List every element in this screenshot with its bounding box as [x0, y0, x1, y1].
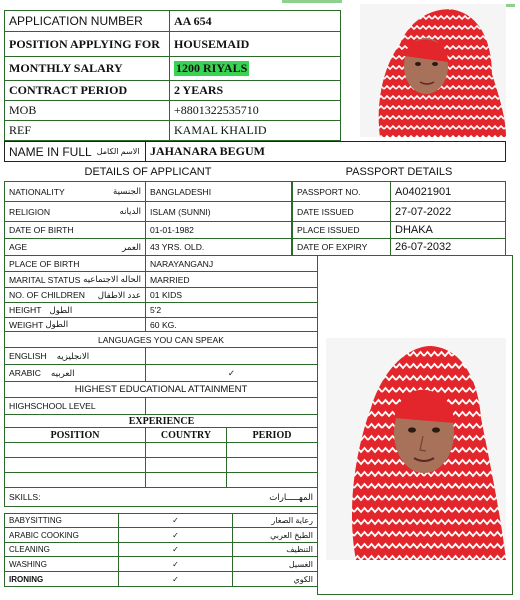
portrait-image-large [326, 338, 506, 560]
label-religion-en: RELIGION [9, 206, 51, 217]
label-age-en: AGE [9, 242, 28, 252]
label-name-in-full: NAME IN FULL [9, 144, 92, 159]
label-weight-ar: الطول [45, 319, 69, 329]
label-no-of-children [4, 287, 146, 303]
label-passport-no: PASSPORT NO. [292, 181, 391, 202]
label-nationality [4, 181, 146, 202]
label-nationality-en: NATIONALITY [9, 186, 65, 197]
label-date-issued: DATE ISSUED [292, 201, 391, 222]
label-ref: REF [4, 120, 170, 141]
label-arabic-ar: العربيه [51, 367, 75, 378]
label-monthly-salary: MONTHLY SALARY [4, 56, 170, 81]
value-application-number: AA 654 [169, 10, 341, 32]
label-english-ar: الانجليزيه [56, 350, 90, 361]
value-place-of-birth: NARAYANGANJ [145, 255, 318, 272]
label-height [4, 302, 146, 318]
label-english-en: ENGLISH [9, 351, 47, 361]
label-age [4, 238, 146, 256]
value-position-applying: HOUSEMAID [169, 31, 341, 57]
label-name-in-full-ar: الاسم الكامل [96, 147, 140, 156]
label-place-issued: PLACE ISSUED [292, 221, 391, 239]
label-date-of-birth-en: DATE OF BIRTH [9, 225, 74, 235]
value-mob: +8801322535710 [169, 100, 341, 121]
label-arabic [4, 364, 146, 382]
value-no-of-children: 01 KIDS [145, 287, 318, 303]
value-date-of-birth: 01-01-1982 [145, 221, 292, 239]
skill-washing-label: WASHING [4, 556, 119, 572]
label-contract-period: CONTRACT PERIOD [4, 80, 170, 101]
skill-arabic-cooking-label: ARABIC COOKING [4, 527, 119, 543]
value-passport-no: A04021901 [390, 181, 506, 202]
value-date-of-expiry: 26-07-2032 [390, 238, 506, 256]
experience-row-1-position [4, 442, 146, 458]
label-religion [4, 201, 146, 222]
label-place-of-birth-en: PLACE OF BIRTH [9, 258, 80, 269]
skill-babysitting-label: BABYSITTING [4, 513, 119, 528]
value-age: 43 YRS. OLD. [145, 238, 292, 256]
passport-section-title: PASSPORT DETAILS [345, 166, 453, 178]
skill-cleaning-mark: ✓ [118, 542, 233, 557]
experience-row-2-country [145, 457, 227, 473]
label-date-of-birth [4, 221, 146, 239]
applicant-photo-full [326, 338, 506, 560]
label-height-ar: الطول [49, 304, 73, 315]
label-age-ar: العمر [122, 241, 141, 252]
value-education: HIGHSCHOOL LEVEL [4, 397, 146, 415]
experience-row-2-position [4, 457, 146, 473]
languages-title: LANGUAGES YOU CAN SPEAK [4, 331, 318, 348]
skills-header [4, 487, 318, 507]
skill-washing-mark: ✓ [118, 556, 233, 572]
skill-babysitting-mark: ✓ [118, 513, 233, 528]
experience-row-3-country [145, 472, 227, 488]
mark-english [145, 347, 318, 365]
skill-babysitting-ar: رعاية الصغار [232, 513, 318, 528]
value-monthly-salary: 1200 RIYALS [176, 61, 248, 75]
value-marital-status: MARRIED [145, 271, 318, 288]
experience-row-1-period [226, 442, 318, 458]
label-marital-status-ar: الحاله الاجتماعيه [83, 274, 141, 284]
experience-row-3-period [226, 472, 318, 488]
decorative-stroke [282, 0, 342, 3]
label-date-of-expiry: DATE OF EXPIRY [292, 238, 391, 256]
value-nationality: BANGLADESHI [145, 181, 292, 202]
skill-arabic-cooking-ar: الطبخ العربي [232, 527, 318, 543]
label-mob: MOB [4, 100, 170, 121]
experience-title: EXPERIENCE [4, 414, 318, 428]
mark-arabic: ✓ [145, 364, 318, 382]
label-no-of-children-ar: عدد الاطفال [97, 289, 141, 300]
value-name-in-full: JAHANARA BEGUM [145, 141, 506, 162]
experience-row-3-position [4, 472, 146, 488]
skill-arabic-cooking-mark: ✓ [118, 527, 233, 543]
skill-ironing-mark: ✓ [118, 571, 233, 587]
value-education-blank [145, 397, 318, 415]
details-section-title: DETAILS OF APPLICANT [84, 166, 212, 178]
value-weight: 60 KG. [145, 317, 318, 332]
label-english [4, 347, 146, 365]
experience-header-country: COUNTRY [145, 427, 227, 443]
label-position-applying: POSITION APPLYING FOR [4, 31, 170, 57]
label-nationality-ar: الجنسية [112, 186, 141, 196]
skill-cleaning-ar: التنظيف [232, 542, 318, 557]
skill-ironing-ar: الكوي [232, 571, 318, 587]
label-height-en: HEIGHT [9, 305, 42, 315]
label-place-of-birth [4, 255, 146, 272]
label-marital-status [4, 271, 146, 288]
skill-washing-ar: الغسيل [232, 556, 318, 572]
label-marital-status-en: MARITAL STATUS [9, 274, 81, 285]
label-application-number: APPLICATION NUMBER [4, 10, 170, 32]
label-religion-ar: الديانه [119, 206, 141, 216]
skills-label: SKILLS: [9, 492, 41, 502]
value-religion: ISLAM (SUNNI) [145, 201, 292, 222]
label-arabic-en: ARABIC [9, 368, 41, 378]
skills-label-ar: المهـــــارات [269, 491, 313, 502]
experience-row-2-period [226, 457, 318, 473]
skill-cleaning-label: CLEANING [4, 542, 119, 557]
experience-header-period: PERIOD [226, 427, 318, 443]
label-name-in-full-cell [4, 141, 146, 162]
skill-ironing-label: IRONING [4, 571, 119, 587]
label-no-of-children-en: NO. OF CHILDREN [9, 290, 85, 300]
experience-row-1-country [145, 442, 227, 458]
value-monthly-salary-cell [169, 56, 341, 81]
value-height: 5'2 [145, 302, 318, 318]
portrait-image [360, 4, 506, 137]
value-ref: KAMAL KHALID [169, 120, 341, 141]
experience-header-position: POSITION [4, 427, 146, 443]
value-date-issued: 27-07-2022 [390, 201, 506, 222]
value-contract-period: 2 YEARS [169, 80, 341, 101]
value-place-issued: DHAKA [390, 221, 506, 239]
label-weight [4, 317, 146, 332]
label-weight-en: WEIGHT [9, 319, 44, 330]
education-title: HIGHEST EDUCATIONAL ATTAINMENT [4, 381, 318, 398]
applicant-photo-top [360, 4, 506, 137]
